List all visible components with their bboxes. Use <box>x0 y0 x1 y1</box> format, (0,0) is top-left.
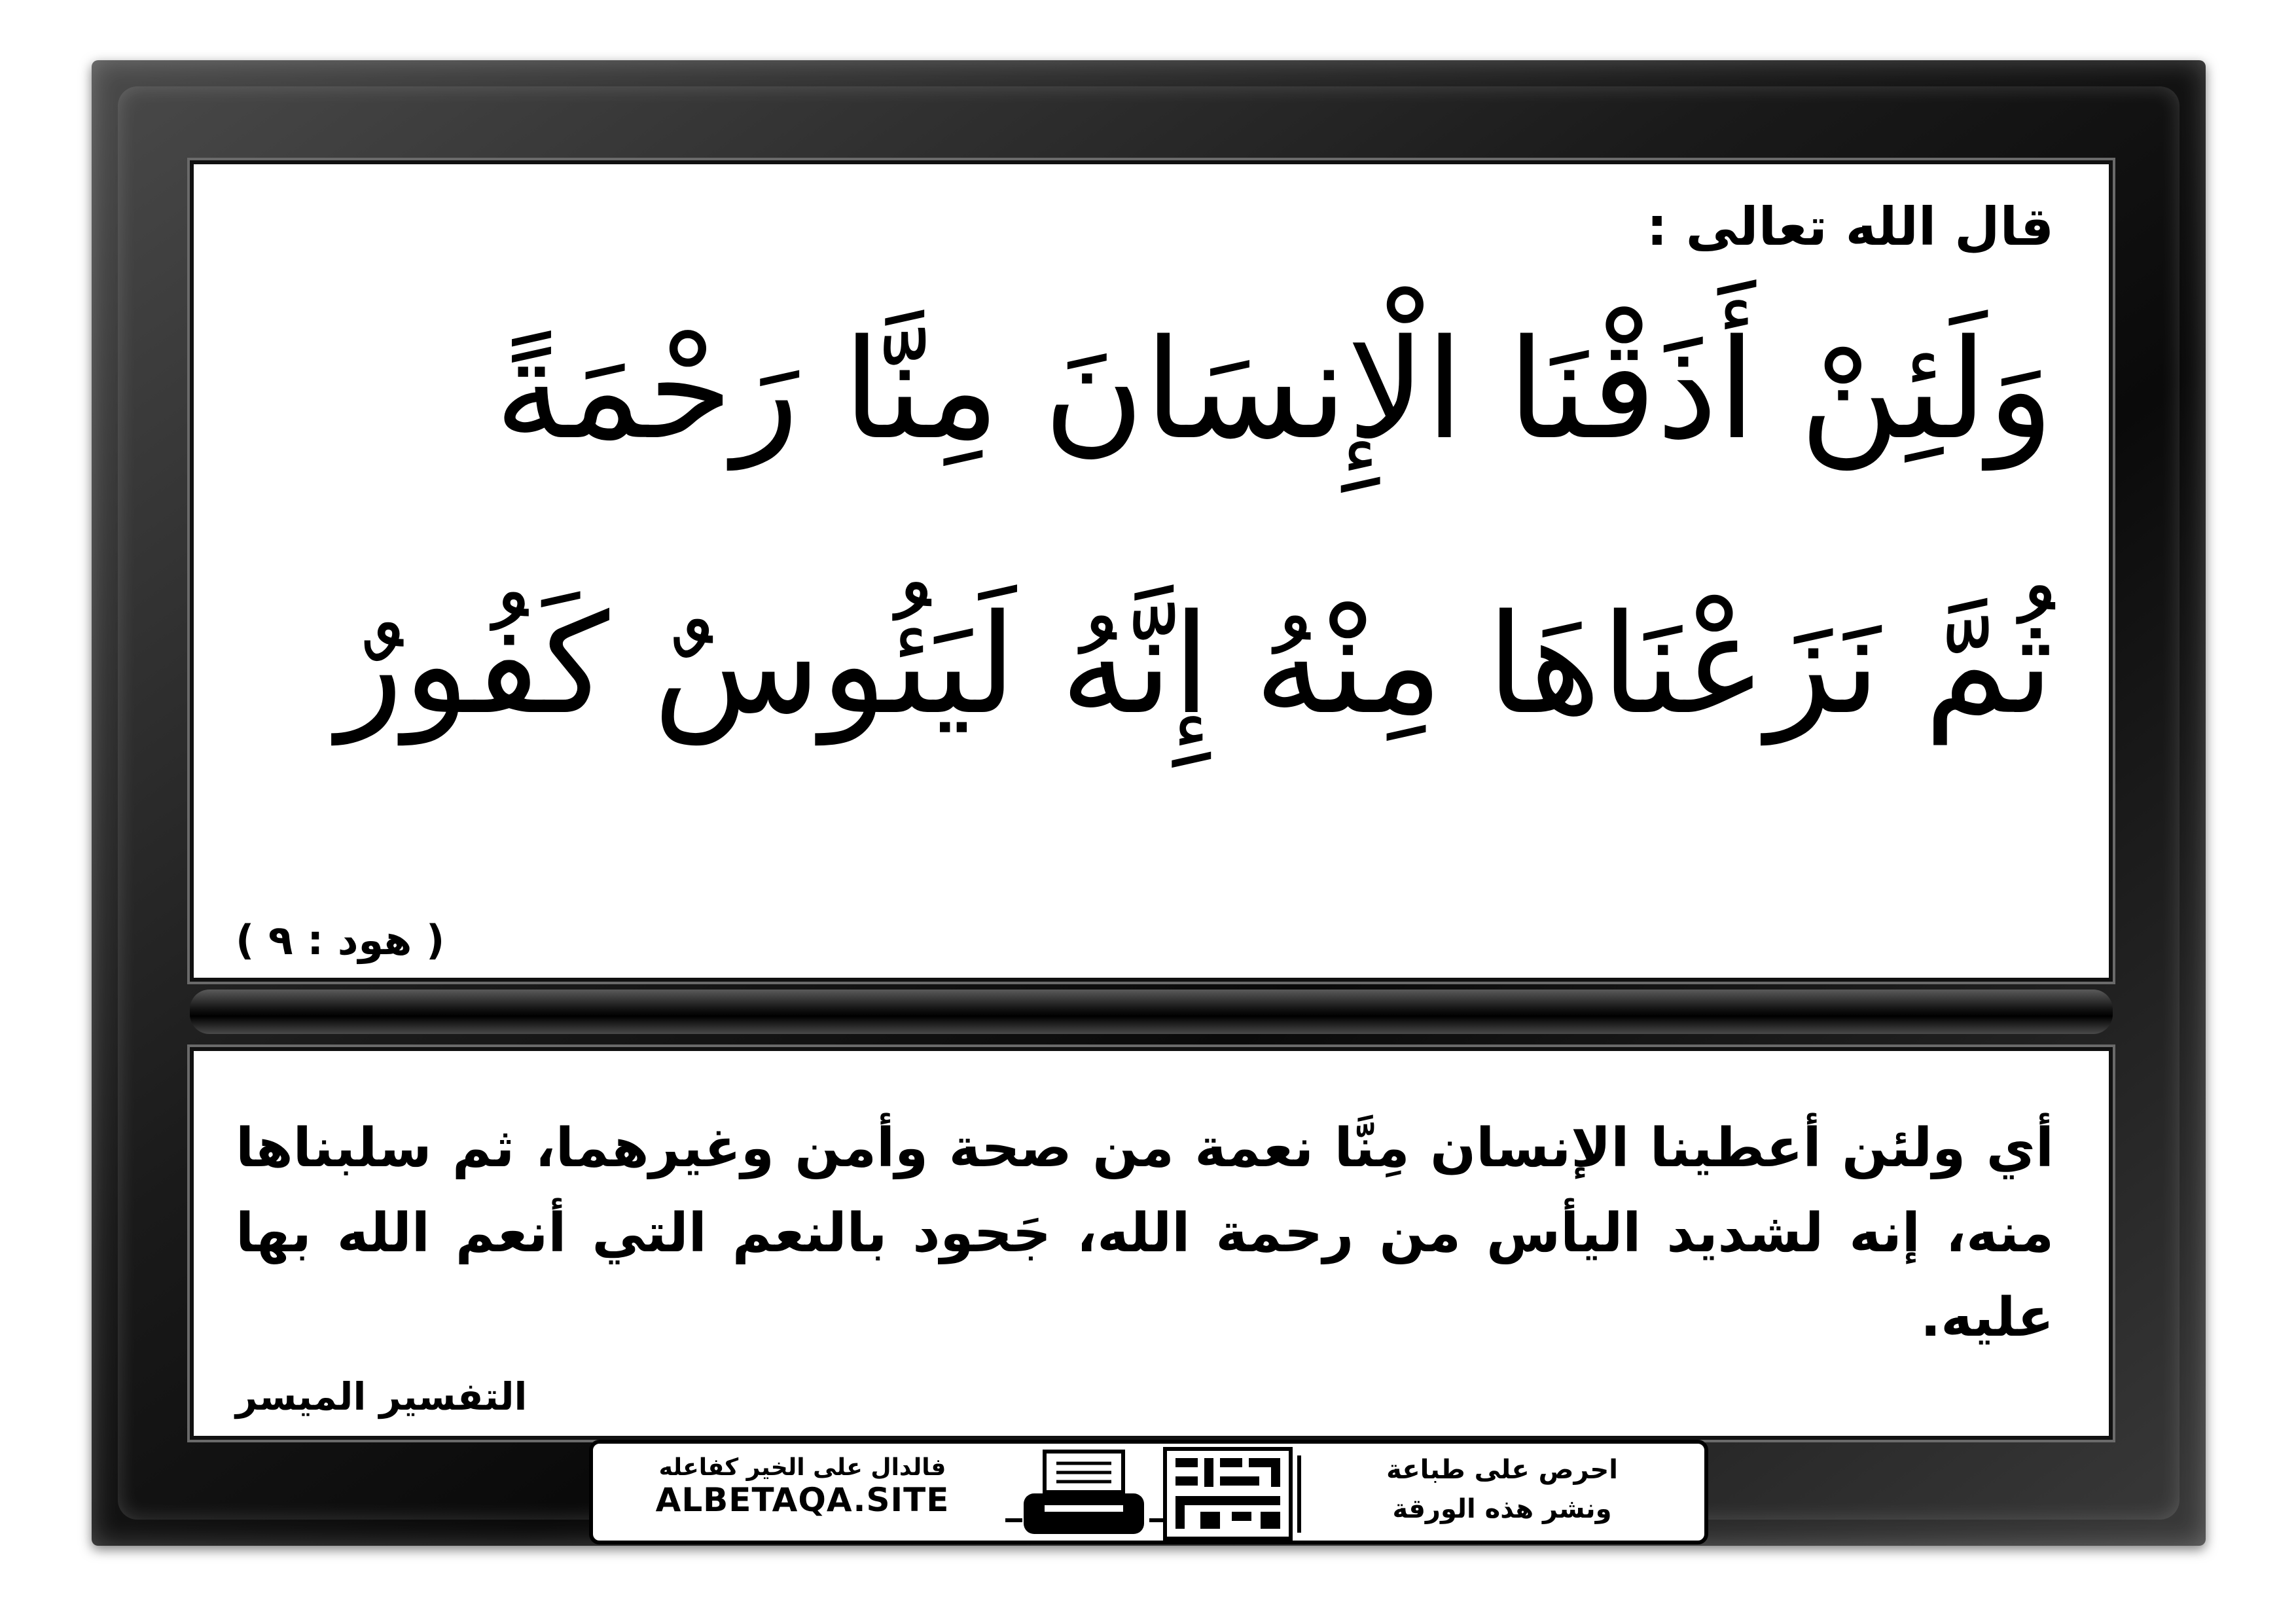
footer-saying: فالدال على الخير كفاعله <box>658 1454 946 1481</box>
tafsir-text: أي ولئن أعطينا الإنسان مِنَّا نعمة من صحة وأمن وغيرهما، ثم سلبناها منه، إنه لشديد اليأس من رحمة الله، جَحود بالنعم التي أنعم الله بها عليه. <box>236 1117 2054 1349</box>
footer-banner <box>589 1440 1708 1544</box>
footer-rule-2 <box>1149 1518 1164 1522</box>
panel-divider <box>190 990 2113 1034</box>
footer-right-block <box>1309 1450 1695 1534</box>
tafsir-source: التفسير الميسر <box>236 1374 528 1419</box>
footer-call-line-2: ونشر هذه الورقة <box>1392 1494 1612 1524</box>
surah-reference: ( هود : ٩ ) <box>236 916 445 964</box>
printer-icon <box>1018 1448 1149 1539</box>
footer-left-block <box>600 1450 1005 1534</box>
kufic-logo <box>1162 1446 1293 1541</box>
intro-heading: قال الله تعالى : <box>1646 196 2054 257</box>
footer-call-line-1: احرص على طباعة <box>1386 1455 1618 1485</box>
footer-separator <box>1297 1455 1301 1533</box>
verse-panel <box>190 160 2113 982</box>
verse-line-2: ثُمَّ نَزَعْنَاهَا مِنْهُ إِنَّهُ لَيَئُوسٌ كَفُورٌ <box>336 584 2054 745</box>
verse-line-1: وَلَئِنْ أَذَقْنَا الْإِنسَانَ مِنَّا رَحْمَةً <box>494 310 2054 470</box>
site-link[interactable]: ALBETAQA.SITE <box>655 1481 950 1519</box>
